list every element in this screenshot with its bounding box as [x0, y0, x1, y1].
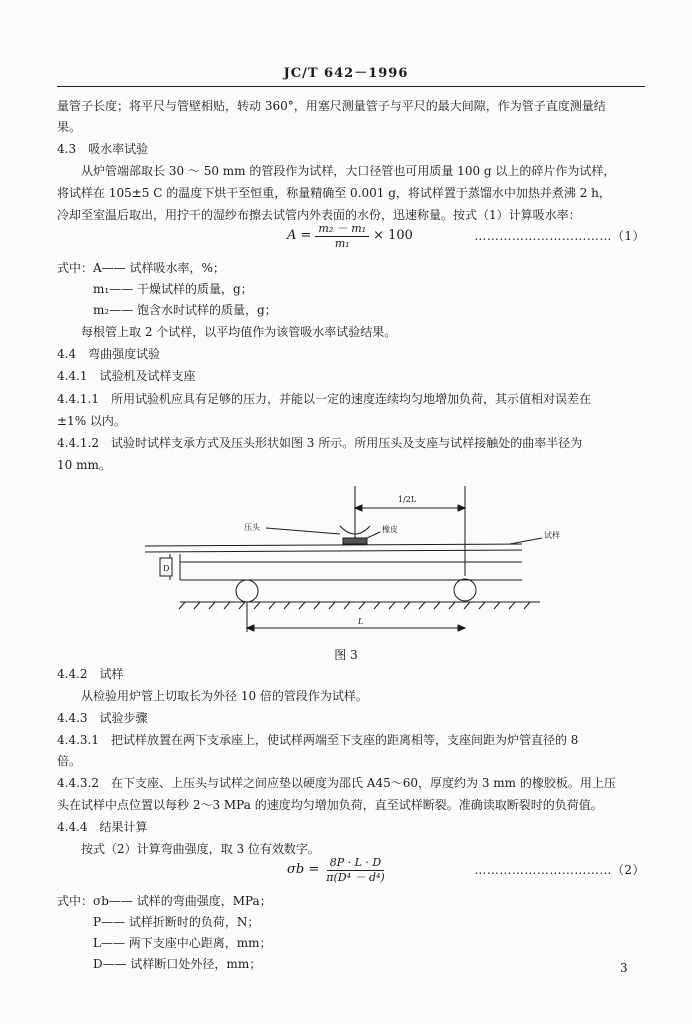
text-line: 果。 — [57, 120, 82, 134]
text-line: 按式（2）计算弯曲强度，取 3 位有效数字。 — [81, 842, 320, 856]
symbol-def: m₁—— 干燥试样的质量，g； — [93, 282, 253, 296]
eq2-fraction — [323, 856, 388, 885]
eq1-number: ……………………………（1） — [474, 229, 645, 243]
text-line: 4.4.3.2 在下支座、上压头与试样之间应垫以硬度为邵氏 A45～60，厚度约为 3 mm 的橡胶板。用上压 — [57, 776, 616, 790]
text-line: 头在试样中点位置以每秒 2～3 MPa 的速度均匀增加负荷，直至试样断裂。准确读取断裂时的负荷值。 — [57, 798, 603, 812]
eq1-numerator: m₂ － m₁ — [315, 222, 369, 237]
text-line: 4.4.3.1 把试样放置在两下支承座上，使试样两端至下支座的距离相等，支座间距为炉管直径的 8 — [57, 733, 579, 747]
symbol-def: m₂—— 饱含水时试样的质量，g； — [93, 303, 277, 317]
section-heading: 4.4.2 试样 — [57, 667, 124, 681]
head-leader — [266, 528, 340, 534]
specimen-leader — [510, 538, 542, 544]
page-header: JC/T 642－1996 — [283, 66, 409, 81]
text-line: 量管子长度；将平尺与管壁相贴，转动 360°，用塞尺测量管子与平尺的最大间隙，作为管子直度测量结 — [57, 99, 606, 113]
figure-caption: 图 3 — [334, 648, 358, 662]
right-support — [454, 579, 476, 601]
ground-hatch — [179, 602, 530, 609]
eq2-lhs: σb = — [287, 862, 320, 877]
text-line: 倍。 — [57, 754, 82, 768]
eq1-denominator: m₁ — [334, 236, 350, 250]
text-line: 从检验用炉管上切取长为外径 10 倍的管段作为试样。 — [81, 689, 368, 703]
rubber-label: 橡皮 — [382, 525, 398, 534]
symbol-def: L—— 两下支座中心距离，mm； — [93, 936, 272, 950]
rubber-leader — [367, 532, 380, 538]
text-line: 4.4.1.2 试验时试样支承方式及压头形状如图 3 所示。所用压头及支座与试样接触处的曲率半径为 — [57, 436, 583, 450]
text-line: 10 mm。 — [57, 458, 111, 472]
text-line: 4.4.1.1 所用试验机应具有足够的压力，并能以一定的速度连续均匀地增加负荷，其示值相对误差在 — [57, 392, 591, 406]
equation-1 — [57, 218, 645, 254]
l-label: L — [358, 617, 364, 626]
text-line: 将试样在 105±5 C 的温度下烘干至恒重，称量精确至 0.001 g，将试样置于蒸馏水中加热并煮沸 2 h， — [57, 186, 611, 200]
eq1-rhs: × 100 — [373, 228, 413, 243]
text-line: 从炉管端部取长 30 ～ 50 mm 的管段作为试样，大口径管也可用质量 100 g 以上的碎片作为试样， — [81, 164, 616, 178]
arrow-icon — [458, 625, 465, 631]
section-heading: 4.3 吸水率试验 — [57, 142, 149, 156]
text-line: ±1% 以内。 — [57, 414, 126, 428]
symbol-def: 式中：σb—— 试样的弯曲强度，MPa； — [57, 894, 272, 908]
text-line: 每根管上取 2 个试样，以平均值作为该管吸水率试验结果。 — [81, 325, 397, 339]
equation-2 — [57, 852, 645, 888]
arrow-icon — [247, 625, 254, 631]
rubber-pad — [343, 538, 367, 544]
head-label: 压头 — [244, 523, 260, 532]
section-heading: 4.4.1 试验机及试样支座 — [57, 369, 196, 383]
eq2-numerator: 8P · L · D — [327, 856, 385, 871]
eq2-number: ……………………………（2） — [474, 863, 645, 877]
header-rule — [57, 86, 645, 87]
symbol-def: P—— 试样折断时的负荷，N； — [93, 915, 260, 929]
page-number: 3 — [620, 961, 628, 975]
specimen-label: 试样 — [544, 531, 560, 540]
half-l-label: 1/2L — [398, 495, 417, 504]
section-heading: 4.4.3 试验步骤 — [57, 711, 148, 725]
d-label: D — [163, 564, 170, 573]
figure-3-diagram — [140, 478, 560, 638]
section-heading: 4.4 弯曲强度试验 — [57, 347, 161, 361]
arrow-icon — [355, 505, 362, 511]
eq1-lhs: A = — [287, 228, 312, 243]
eq2-denominator: π(D⁴ － d⁴) — [326, 870, 385, 884]
symbol-def: 式中：A—— 试样吸水率，%； — [57, 261, 225, 275]
text-line: 冷却至室温后取出，用拧干的湿纱布擦去试管内外表面的水份，迅速称量。按式（1）计算吸水率： — [57, 208, 581, 222]
arrow-icon — [458, 505, 465, 511]
section-heading: 4.4.4 结果计算 — [57, 820, 148, 834]
symbol-def: D—— 试样断口处外径，mm； — [93, 957, 262, 971]
eq1-fraction — [315, 222, 369, 251]
left-support — [236, 580, 258, 602]
